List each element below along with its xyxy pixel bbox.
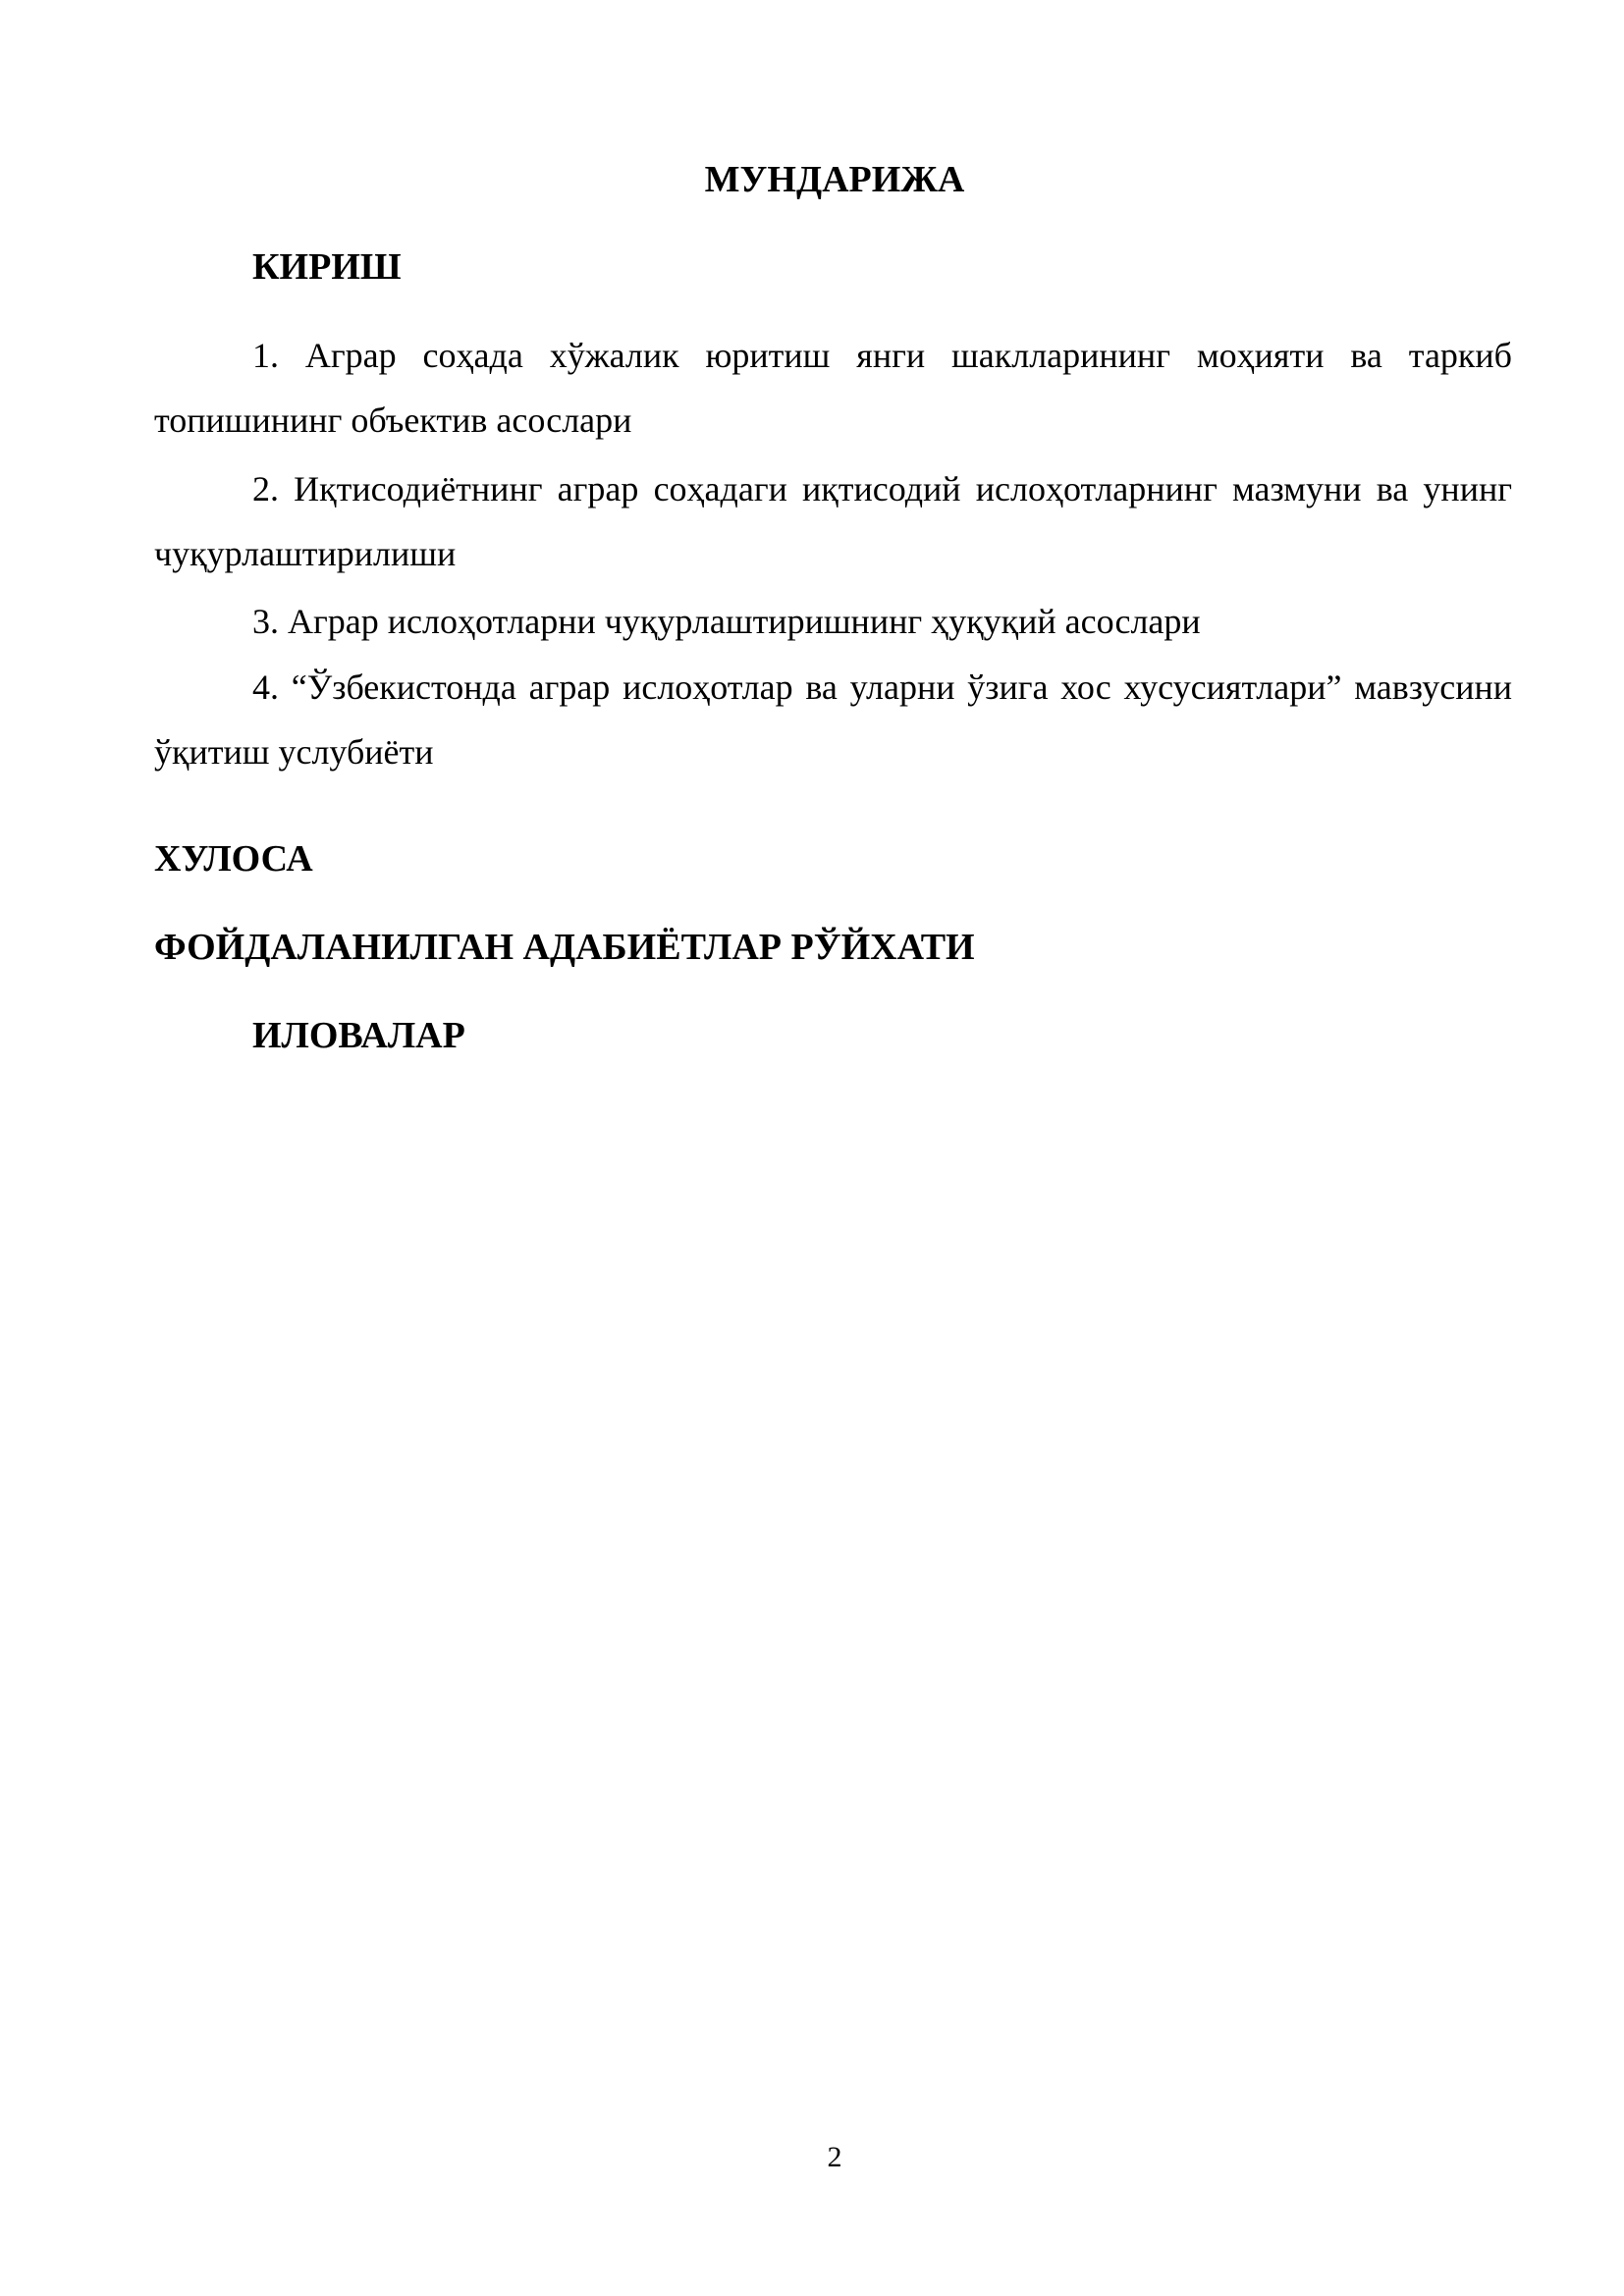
toc-heading-appendices: ИЛОВАЛАР bbox=[252, 1015, 465, 1056]
toc-heading-intro: КИРИШ bbox=[252, 246, 402, 288]
toc-entry-3: 3. Аграр ислоҳотларни чуқурлаштиришнинг ҳуқуқий асослари bbox=[252, 602, 1201, 641]
toc-entry-2: 2. Иқтисодиётнинг аграр соҳадаги иқтисодий ислоҳотларнинг мазмуни ва унинг чуқурлаштирилиши bbox=[154, 469, 1512, 573]
toc-entry-4: 4. “Ўзбекистонда аграр ислоҳотлар ва уларни ўзига хос хусусиятлари” мавзусини ўқитиш услубиёти bbox=[154, 667, 1512, 772]
toc-heading-references: ФОЙДАЛАНИЛГАН АДАБИЁТЛАР РЎЙХАТИ bbox=[154, 927, 975, 968]
toc-title: МУНДАРИЖА bbox=[704, 159, 965, 200]
page-number: 2 bbox=[827, 2141, 842, 2173]
toc-entry-1: 1. Аграр соҳада хўжалик юритиш янги шаклларининг моҳияти ва таркиб топишининг объектив асослари bbox=[154, 336, 1512, 440]
toc-heading-conclusion: ХУЛОСА bbox=[154, 838, 313, 880]
